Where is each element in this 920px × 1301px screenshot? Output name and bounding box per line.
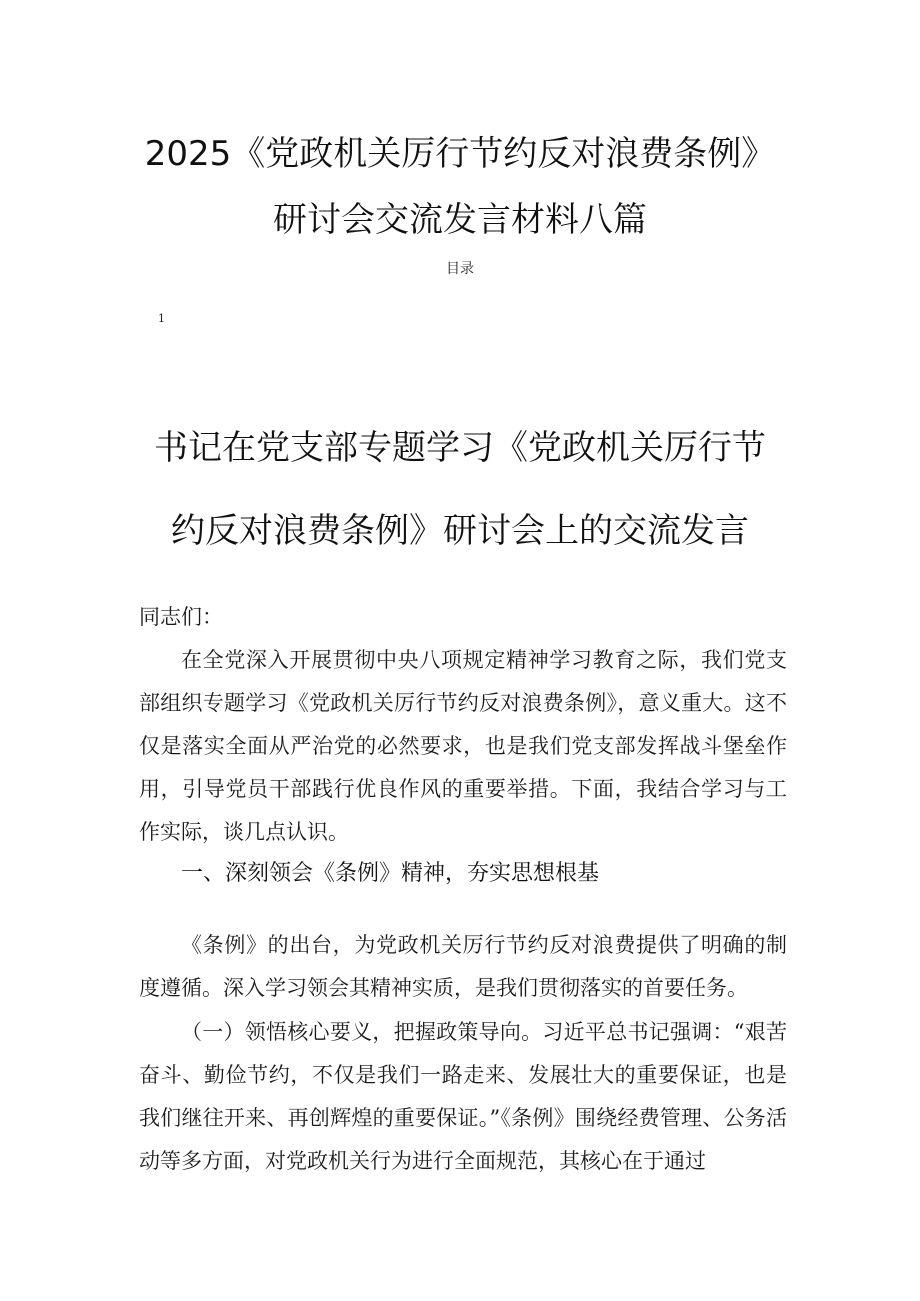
toc-entry[interactable]: 1	[158, 312, 165, 325]
table-of-contents-label: 目录	[446, 261, 474, 277]
greeting: 同志们：	[139, 605, 223, 629]
section-heading-1: 一、深刻领会《条例》精神，夯实思想根基	[181, 861, 600, 886]
document-title-line-2: 研讨会交流发言材料八篇	[273, 200, 647, 240]
article-title-line-2: 约反对浪费条例》研讨会上的交流发言	[171, 511, 749, 551]
body-paragraph-3: （一）领悟核心要义，把握政策导向。习近平总书记强调：“艰苦奋斗、勤俭节约，不仅是我们一路走来、发展壮大的重要保证，也是我们继往开来、再创辉煌的重要保证。”《条例》围绕经费管理、公务活动等多方面，对党政机关行为进行全面规范，其核心在于通过	[139, 1020, 787, 1173]
body-paragraph-1: 在全党深入开展贯彻中央八项规定精神学习教育之际，我们党支部组织专题学习《党政机关厉行节约反对浪费条例》，意义重大。这不仅是落实全面从严治党的必然要求，也是我们党支部发挥战斗堡垒作用，引导党员干部践行优良作风的重要举措。下面，我结合学习与工作实际，谈几点认识。	[139, 648, 787, 844]
article-title-line-1: 书记在党支部专题学习《党政机关厉行节	[154, 428, 766, 468]
body-paragraph-2: 《条例》的出台，为党政机关厉行节约反对浪费提供了明确的制度遵循。深入学习领会其精神实质，是我们贯彻落实的首要任务。	[139, 933, 787, 1000]
document-title-line-1: 2025《党政机关厉行节约反对浪费条例》	[144, 134, 776, 174]
